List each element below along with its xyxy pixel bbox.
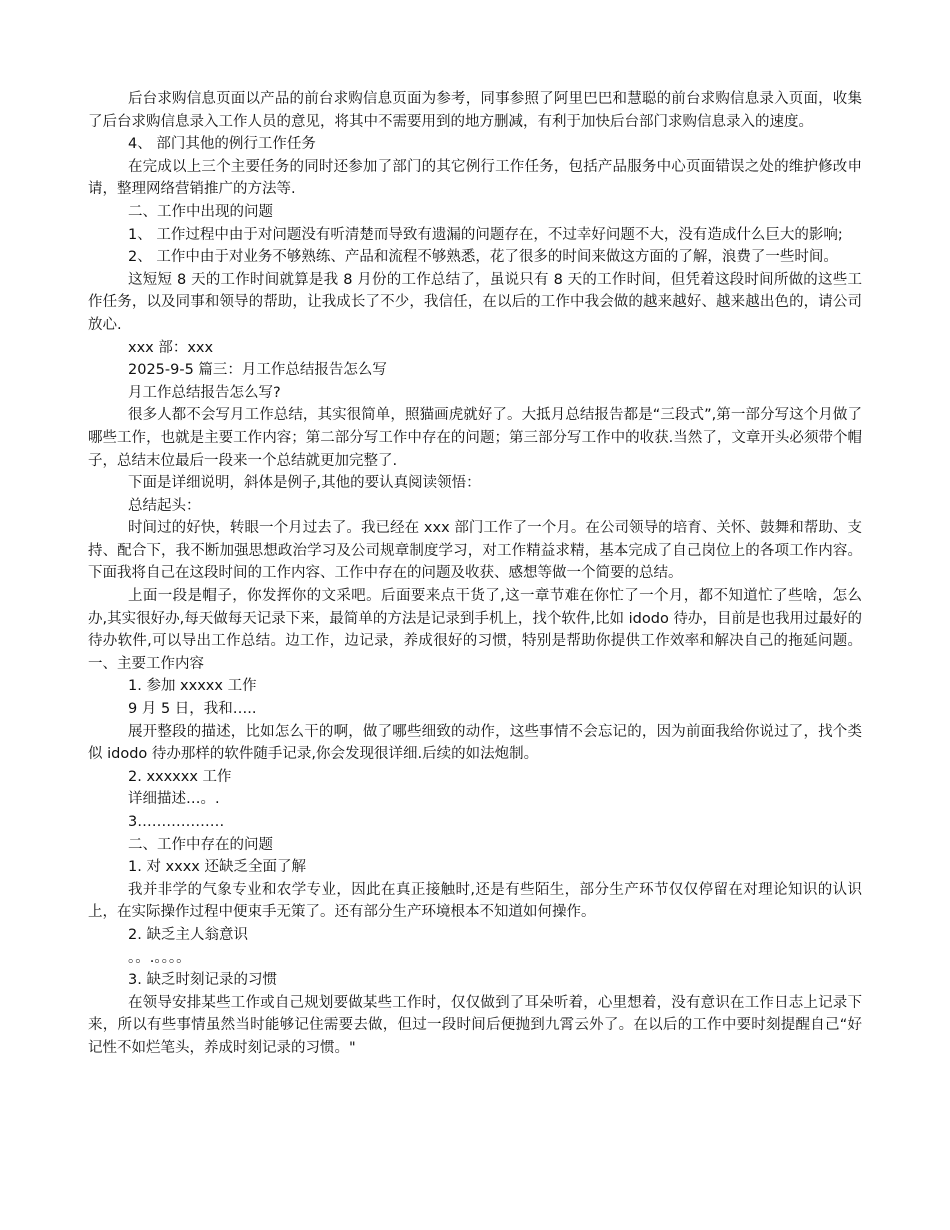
list-item: 2、 工作中由于对业务不够熟练、产品和流程不够熟悉，花了很多的时间来做这方面的了解，浪费了一些时间。	[128, 249, 838, 266]
paragraph: 9 月 5 日，我和…..	[128, 701, 257, 718]
section-heading: 总结起头：	[128, 497, 201, 514]
paragraph: 详细描述…。.	[128, 791, 220, 808]
list-item: 3………………	[128, 814, 225, 830]
paragraph: 这短短 8 天的工作时间就算是我 8 月份的工作总结了，虽说只有 8 天的工作时间，但凭着这段时间所做的这些工作任务，以及同事和领导的帮助，让我成长了不少，我信任，在以后的工作中我会做的越来越好、越来越出色的，请公司放心.	[88, 271, 862, 333]
date-title-line: 2025-9-5 篇三：月工作总结报告怎么写	[128, 362, 387, 379]
paragraph: 我并非学的气象专业和农学专业，因此在真正接触时,还是有些陌生，部分生产环节仅仅停留在对理论知识的认识上，在实际操作过程中便束手无策了。还有部分生产环境根本不知道如何操作。	[88, 881, 862, 921]
list-item: 1、 工作过程中由于对问题没有听清楚而导致有遗漏的问题存在，不过幸好问题不大，没有造成什么巨大的影响;	[128, 226, 843, 243]
paragraph: 很多人都不会写月工作总结，其实很简单，照猫画虎就好了。大抵月总结报告都是“三段式”,第一部分写这个月做了哪些工作，也就是主要工作内容；第二部分写工作中存在的问题；第三部分写工作中的收获.当然了，文章开头必须带个帽子，总结末位最后一段来一个总结就更加完整了.	[88, 407, 862, 469]
article-title: 月工作总结报告怎么写?	[128, 384, 281, 401]
paragraph: 在完成以上三个主要任务的同时还参加了部门的其它例行工作任务，包括产品服务中心页面错误之处的维护修改申请，整理网络营销推广的方法等.	[88, 158, 862, 198]
paragraph: 在领导安排某些工作或自己规划要做某些工作时，仅仅做到了耳朵听着，心里想着，没有意识在工作日志上记录下来，所以有些事情虽然当时能够记住需要去做，但过一段时间后便抛到九霄云外了。在以后的工作中要时刻提醒自己“好记性不如烂笔头，养成时刻记录的习惯。"	[88, 994, 862, 1056]
paragraph: 后台求购信息页面以产品的前台求购信息页面为参考，同事参照了阿里巴巴和慧聪的前台求购信息录入页面，收集了后台求购信息录入工作人员的意见，将其中不需要用到的地方删减，有利于加快后台部门求购信息录入的速度。	[88, 91, 862, 130]
section-heading: 二、工作中出现的问题	[128, 203, 273, 220]
section-heading: 二、工作中存在的问题	[128, 836, 273, 853]
section-heading: 4、 部门其他的例行工作任务	[128, 136, 316, 153]
paragraph: 上面一段是帽子，你发挥你的文采吧。后面要来点干货了,这一章节难在你忙了一个月，都不知道忙了些啥，怎么办,其实很好办,每天做每天记录下来，最简单的方法是记录到手机上，找个软件,比如 idodo 待办，目前是也我用过最好的待办软件,可以导出工作总结。边工作，边记录，养成很好的习惯，特别是帮助你提供工作效率和解决自己的拖延问题。 一、主要工作内容	[88, 588, 862, 672]
list-item: 2. 缺乏主人翁意识	[128, 926, 248, 943]
list-item: 2. xxxxxx 工作	[128, 768, 232, 785]
document-body	[88, 88, 862, 1060]
list-item: 1. 对 xxxx 还缺乏全面了解	[128, 859, 306, 876]
paragraph: 。。.。。。。	[128, 949, 191, 966]
paragraph: 时间过的好快，转眼一个月过去了。我已经在 xxx 部门工作了一个月。在公司领导的培育、关怀、鼓舞和帮助、支持、配合下，我不断加强思想政治学习及公司规章制度学习，对工作精益求精，基本完成了自己岗位上的各项工作内容。下面我将自己在这段时间的工作内容、工作中存在的问题及收获、感想等做一个简要的总结。	[88, 520, 862, 582]
signature-line: xxx 部：xxx	[128, 339, 214, 356]
paragraph: 展开整段的描述，比如怎么干的啊，做了哪些细致的动作，这些事情不会忘记的，因为前面我给你说过了，找个类似 idodo 待办那样的软件随手记录,你会发现很详细.后续的如法炮制。	[88, 723, 862, 763]
list-item: 3. 缺乏时刻记录的习惯	[128, 972, 277, 989]
paragraph: 下面是详细说明，斜体是例子,其他的要认真阅读领悟：	[128, 475, 481, 492]
list-item: 1. 参加 xxxxx 工作	[128, 678, 257, 695]
